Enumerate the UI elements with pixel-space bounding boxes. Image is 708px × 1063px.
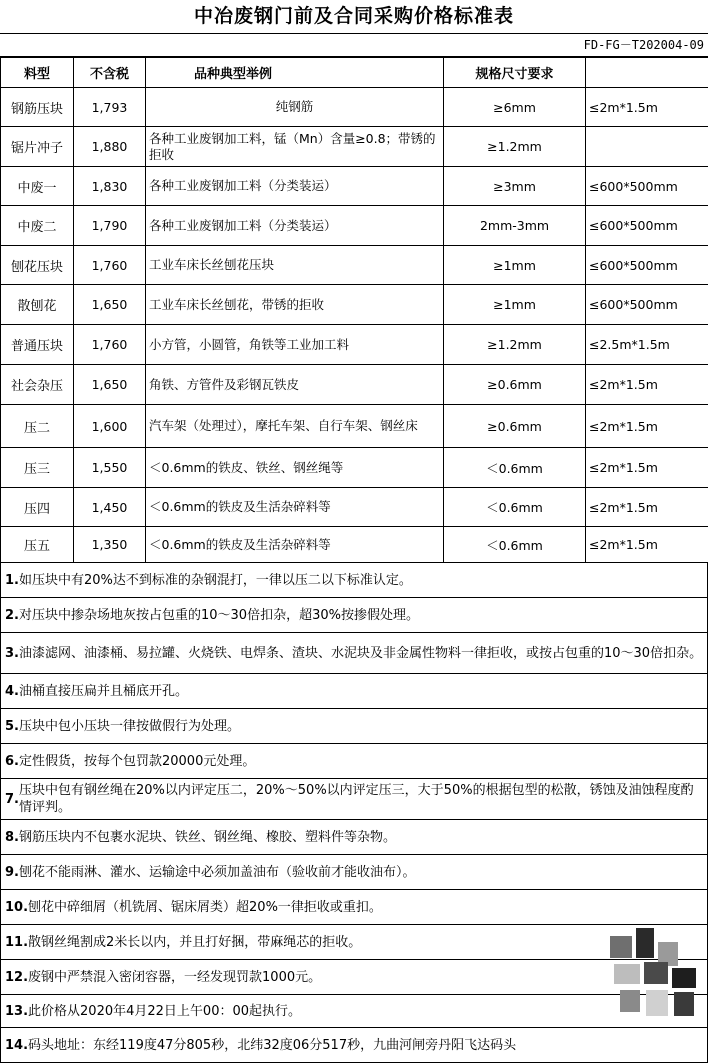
example-cell: 小方管，小圆管，角铁等工业加工料 [146, 325, 444, 365]
price-cell: 1,793 [74, 88, 146, 127]
note-text: 如压块中有20%达不到标准的杂钢混打，一律以压二以下标准认定。 [19, 572, 412, 589]
material-type-cell: 锯片冲子 [1, 127, 74, 167]
example-cell: ＜0.6mm的铁皮、铁丝、钢丝绳等 [146, 448, 444, 488]
header-spec-requirements: 规格尺寸要求 [444, 58, 586, 88]
note-number: 8. [5, 829, 19, 846]
example-cell: ＜0.6mm的铁皮及生活杂碎料等 [146, 488, 444, 527]
note-text: 压块中包小压块一律按做假行为处理。 [19, 718, 240, 735]
spec-cell: ＜0.6mm [444, 448, 586, 488]
note-number: 5. [5, 718, 19, 735]
note-number: 1. [5, 572, 19, 589]
spec-cell: ≥6mm [444, 88, 586, 127]
spec-cell: ≥1.2mm [444, 325, 586, 365]
note-number: 2. [5, 607, 19, 624]
table-row [1, 285, 708, 325]
example-cell: 纯钢筋 [146, 88, 444, 127]
note-number: 6. [5, 753, 19, 770]
note-number: 14. [5, 1037, 28, 1054]
table-header-row [1, 58, 708, 88]
table-row [1, 167, 708, 206]
material-type-cell: 刨花压块 [1, 246, 74, 285]
note-text: 刨花不能雨淋、灌水、运输途中必须加盖油布（验收前才能收油布）。 [19, 864, 416, 881]
size-cell: ≤2m*1.5m [586, 527, 708, 563]
table-row [1, 405, 708, 448]
price-cell: 1,830 [74, 167, 146, 206]
size-cell: ≤600*500mm [586, 206, 708, 246]
price-cell: 1,880 [74, 127, 146, 167]
example-cell: ＜0.6mm的铁皮及生活杂碎料等 [146, 527, 444, 563]
note-number: 13. [5, 1003, 28, 1020]
example-cell: 工业车床长丝刨花，带锈的拒收 [146, 285, 444, 325]
spec-cell: ≥0.6mm [444, 405, 586, 448]
note-text: 散钢丝绳割成2米长以内，并且打好捆，带麻绳芯的拒收。 [28, 934, 361, 951]
note-item [0, 820, 708, 855]
example-cell: 各种工业废钢加工料（分类装运） [146, 206, 444, 246]
header-price-excl-tax: 不含税 [74, 58, 146, 88]
size-cell: ≤600*500mm [586, 167, 708, 206]
size-cell: ≤2m*1.5m [586, 88, 708, 127]
size-cell: ≤2m*1.5m [586, 488, 708, 527]
spec-cell: ≥0.6mm [444, 365, 586, 405]
note-number: 12. [5, 969, 28, 986]
price-table [0, 57, 708, 563]
header-size-requirements [586, 58, 708, 88]
note-item [0, 598, 708, 633]
price-cell: 1,350 [74, 527, 146, 563]
note-number: 9. [5, 864, 19, 881]
note-item [0, 960, 708, 995]
note-item [0, 995, 708, 1028]
note-text: 废钢中严禁混入密闭容器，一经发现罚款1000元。 [28, 969, 321, 986]
material-type-cell: 钢筋压块 [1, 88, 74, 127]
material-type-cell: 散刨花 [1, 285, 74, 325]
header-material-type: 料型 [1, 58, 74, 88]
material-type-cell: 普通压块 [1, 325, 74, 365]
material-type-cell: 中废二 [1, 206, 74, 246]
spec-cell: ＜0.6mm [444, 488, 586, 527]
notes-section [0, 563, 708, 1063]
size-cell: ≤2.5m*1.5m [586, 325, 708, 365]
price-cell: 1,450 [74, 488, 146, 527]
example-cell: 汽车架（处理过），摩托车架、自行车架、钢丝床 [146, 405, 444, 448]
table-row [1, 488, 708, 527]
spec-cell: ＜0.6mm [444, 527, 586, 563]
price-cell: 1,650 [74, 285, 146, 325]
price-cell: 1,760 [74, 246, 146, 285]
note-number: 3. [5, 645, 19, 662]
table-row [1, 325, 708, 365]
table-row [1, 246, 708, 285]
note-item [0, 890, 708, 925]
material-type-cell: 压四 [1, 488, 74, 527]
example-cell: 各种工业废钢加工料（分类装运） [146, 167, 444, 206]
spec-cell: ≥1mm [444, 285, 586, 325]
size-cell: ≤600*500mm [586, 246, 708, 285]
table-row [1, 365, 708, 405]
size-cell [586, 127, 708, 167]
note-item [0, 779, 708, 820]
note-text: 压块中包有钢丝绳在20%以内评定压二，20%～50%以内评定压三，大于50%的根据包型的松散，锈蚀及油蚀程度酌情评判。 [19, 782, 703, 816]
spec-cell: ≥3mm [444, 167, 586, 206]
note-text: 对压块中掺杂场地灰按占包重的10～30倍扣杂，超30%按掺假处理。 [19, 607, 419, 624]
spec-cell: ≥1.2mm [444, 127, 586, 167]
material-type-cell: 压二 [1, 405, 74, 448]
note-item [0, 925, 708, 960]
size-cell: ≤2m*1.5m [586, 365, 708, 405]
note-text: 定性假货，按每个包罚款20000元处理。 [19, 753, 255, 770]
price-cell: 1,790 [74, 206, 146, 246]
example-cell: 工业车床长丝刨花压块 [146, 246, 444, 285]
example-cell: 各种工业废钢加工料，锰（Mn）含量≥0.8；带锈的拒收 [146, 127, 444, 167]
note-number: 7. [5, 791, 19, 808]
table-row [1, 527, 708, 563]
note-text: 油漆滤网、油漆桶、易拉罐、火烧铁、电焊条、渣块、水泥块及非金属性物料一律拒收，或按占包重的10～30倍扣杂。 [19, 645, 702, 662]
price-cell: 1,550 [74, 448, 146, 488]
material-type-cell: 社会杂压 [1, 365, 74, 405]
note-item [0, 1028, 708, 1063]
note-number: 4. [5, 683, 19, 700]
example-cell: 角铁、方管件及彩钢瓦铁皮 [146, 365, 444, 405]
note-number: 10. [5, 899, 28, 916]
size-cell: ≤600*500mm [586, 285, 708, 325]
note-item [0, 709, 708, 744]
note-text: 油桶直接压扁并且桶底开孔。 [19, 683, 188, 700]
price-cell: 1,650 [74, 365, 146, 405]
table-row [1, 127, 708, 167]
table-row [1, 88, 708, 127]
spec-cell: ≥1mm [444, 246, 586, 285]
table-row [1, 206, 708, 246]
sheet-title: 中冶废钢门前及合同采购价格标准表 [0, 0, 708, 34]
material-type-cell: 压三 [1, 448, 74, 488]
spec-cell: 2mm-3mm [444, 206, 586, 246]
document-number: FD-FG－T202004-09 [0, 34, 708, 57]
size-cell: ≤2m*1.5m [586, 405, 708, 448]
size-cell: ≤2m*1.5m [586, 448, 708, 488]
note-number: 11. [5, 934, 28, 951]
table-row [1, 448, 708, 488]
note-item [0, 563, 708, 598]
note-text: 码头地址：东经119度47分805秒，北纬32度06分517秒，九曲河闸旁丹阳飞达码头 [28, 1037, 516, 1054]
material-type-cell: 压五 [1, 527, 74, 563]
note-item [0, 674, 708, 709]
note-text: 钢筋压块内不包裹水泥块、铁丝、钢丝绳、橡胶、塑料件等杂物。 [19, 829, 396, 846]
note-item [0, 744, 708, 779]
note-item [0, 633, 708, 674]
material-type-cell: 中废一 [1, 167, 74, 206]
price-cell: 1,760 [74, 325, 146, 365]
blurred-watermark-image [606, 928, 702, 1020]
note-text: 此价格从2020年4月22日上午00：00起执行。 [28, 1003, 301, 1020]
header-typical-examples: 品种典型举例 [146, 58, 444, 88]
note-item [0, 855, 708, 890]
price-cell: 1,600 [74, 405, 146, 448]
note-text: 刨花中碎细屑（机铣屑、锯床屑类）超20%一律拒收或重扣。 [28, 899, 382, 916]
